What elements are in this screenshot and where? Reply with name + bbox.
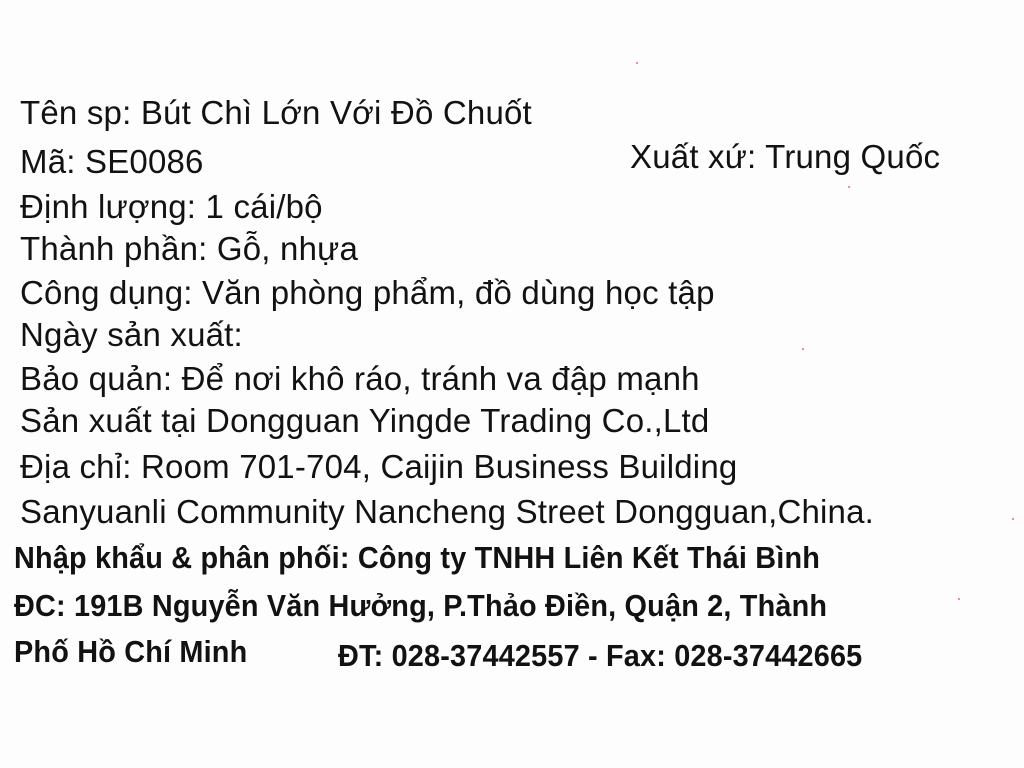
contact-line: ĐT: 028-37442557 - Fax: 028-37442665: [338, 638, 863, 673]
product-name-line: Tên sp: Bút Chì Lớn Với Đồ Chuốt: [20, 94, 532, 131]
address-line-2: Sanyuanli Community Nancheng Street Dongguan,China.: [20, 493, 875, 530]
print-speck: [848, 186, 850, 188]
print-speck: [802, 348, 804, 350]
origin-line: Xuất xứ: Trung Quốc: [630, 138, 941, 175]
importer-address-line-1: ĐC: 191B Nguyễn Văn Hưởng, P.Thảo Điền, Quận 2, Thành: [14, 588, 828, 623]
print-speck: [958, 598, 960, 600]
address-line-1: Địa chỉ: Room 701-704, Caijin Business Building: [20, 448, 738, 485]
storage-line: Bảo quản: Để nơi khô ráo, tránh va đập mạnh: [20, 360, 700, 397]
manufacturer-line: Sản xuất tại Dongguan Yingde Trading Co.,Ltd: [20, 402, 710, 439]
product-code-line: Mã: SE0086: [20, 143, 204, 180]
print-speck: [636, 62, 638, 64]
manufacture-date-line: Ngày sản xuất:: [20, 316, 243, 353]
usage-line: Công dụng: Văn phòng phẩm, đồ dùng học tập: [20, 274, 715, 311]
importer-line: Nhập khẩu & phân phối: Công ty TNHH Liên Kết Thái Bình: [14, 540, 821, 575]
print-speck: [1012, 518, 1014, 520]
ingredients-line: Thành phần: Gỗ, nhựa: [20, 230, 358, 267]
quantity-line: Định lượng: 1 cái/bộ: [20, 188, 323, 225]
importer-address-line-2: Phố Hồ Chí Minh: [14, 634, 248, 669]
